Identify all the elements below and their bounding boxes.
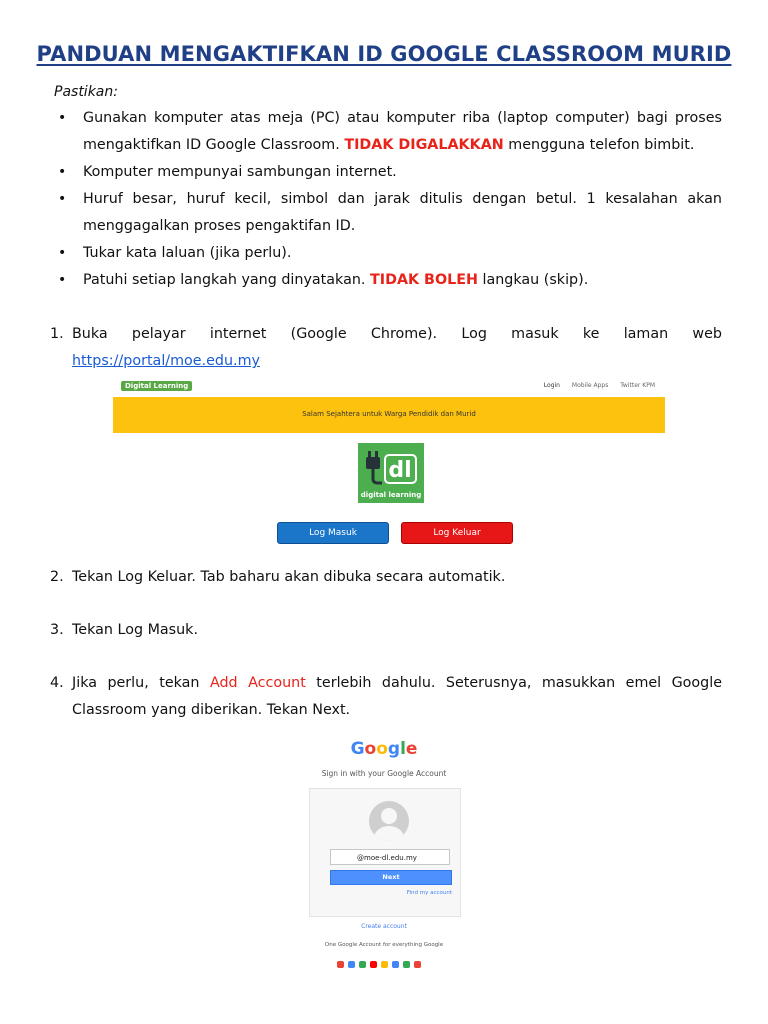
welcome-banner: Salam Sejahtera untuk Warga Pendidik dan Murid [113,397,665,433]
youtube-icon [370,961,377,968]
list-item: • Tukar kata laluan (jika perlu). [56,240,722,267]
signin-subtitle: Sign in with your Google Account [321,769,447,778]
one-account-text: One Google Account for everything Google [324,942,444,948]
nav-login[interactable]: Login [543,382,560,389]
step-1: 1. Buka pelayar internet (Google Chrome). Log masuk ke laman web https://portal/moe.edu.my [50,326,722,369]
create-account-link[interactable]: Create account [361,923,407,930]
google-signin-screenshot [289,733,479,968]
list-item: • Patuhi setiap langkah yang dinyatakan. TIDAK BOLEH langkau (skip). [56,267,722,294]
portal-link[interactable]: https://portal/moe.edu.my [72,353,260,369]
chrome-icon [414,961,421,968]
nav-mobile-apps[interactable]: Mobile Apps [571,382,609,389]
digital-learning-logo: dl digital learning [358,443,424,503]
email-field[interactable]: @moe-dl.edu.my [330,849,450,865]
list-item: • Huruf besar, huruf kecil, simbol dan jarak ditulis dengan betul. 1 kesalahan akan menggagalkan proses pengaktifan ID. [56,186,722,240]
google-apps-icons [337,953,437,963]
avatar-icon [369,801,409,841]
page-title: PANDUAN MENGAKTIFKAN ID GOOGLE CLASSROOM MURID [36,42,732,66]
intro-label: Pastikan: [54,84,118,100]
step-3: 3. Tekan Log Masuk. [50,622,199,638]
google-logo: Google [350,739,418,759]
maps-icon [348,961,355,968]
gmail-icon [337,961,344,968]
portal-nav [534,382,655,389]
log-masuk-button[interactable]: Log Masuk [277,522,389,544]
log-keluar-button[interactable]: Log Keluar [401,522,513,544]
portal-screenshot [113,377,665,549]
find-account-link[interactable]: Find my account [406,890,452,896]
drive-icon [381,961,388,968]
docs-icon [392,961,399,968]
list-item: • Komputer mempunyai sambungan internet. [56,159,722,186]
store-icon [403,961,410,968]
nav-twitter[interactable]: Twitter KPM [620,382,655,389]
svg-text:dl: dl [388,458,412,483]
next-button[interactable]: Next [330,870,452,885]
checklist [56,105,722,294]
signin-card [309,788,461,917]
digital-learning-brand: Digital Learning [121,381,192,391]
list-item: • Gunakan komputer atas meja (PC) atau komputer riba (laptop computer) bagi proses mengaktifkan ID Google Classroom. TIDAK DIGALAKKAN mengguna telefon bimbit. [56,105,722,159]
step-4: 4. Jika perlu, tekan Add Account terlebih dahulu. Seterusnya, masukkan emel Google Classroom yang diberikan. Tekan Next. [50,675,723,718]
step-2: 2. Tekan Log Keluar. Tab baharu akan dibuka secara automatik. [50,569,506,585]
play-icon [359,961,366,968]
plug-icon [358,443,424,489]
add-account-text: Add Account [209,675,306,691]
